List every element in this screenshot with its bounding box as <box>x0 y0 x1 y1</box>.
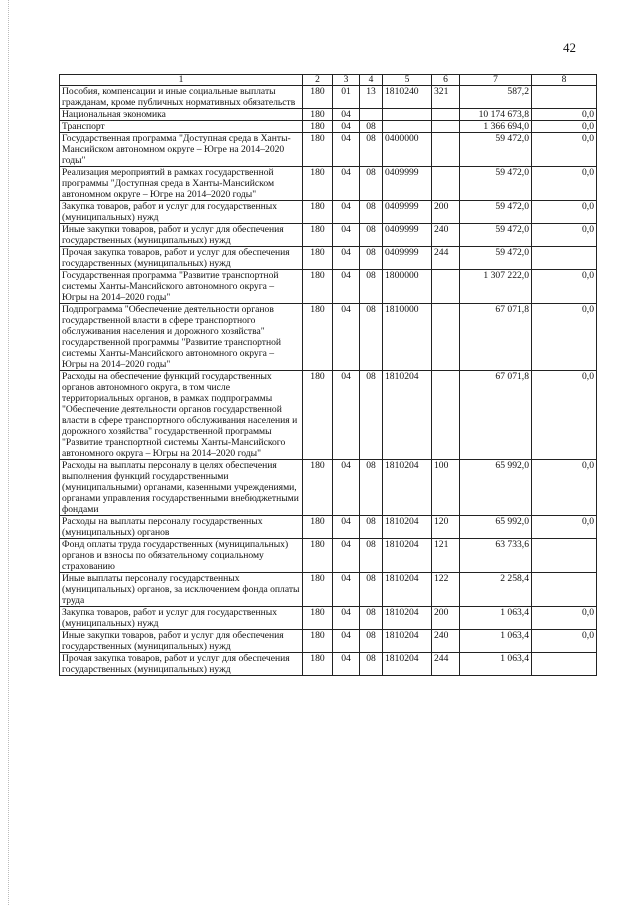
row-amount: 67 071,8 <box>460 304 532 371</box>
row-code-type: 100 <box>432 460 460 516</box>
row-code-type: 244 <box>432 247 460 270</box>
row-amount-subvention: 0,0 <box>532 516 597 539</box>
row-code-admin: 180 <box>303 653 333 676</box>
header-cell: 2 <box>303 75 333 86</box>
row-name: Фонд оплаты труда государственных (муниципальных) органов и взносы по обязательному социальному страхованию <box>60 539 303 573</box>
row-code-section: 04 <box>333 201 360 224</box>
row-amount-subvention: 0,0 <box>532 224 597 247</box>
scan-edge <box>8 0 9 905</box>
row-code-target: 1810204 <box>383 653 432 676</box>
row-amount: 1 063,4 <box>460 630 532 653</box>
row-code-admin: 180 <box>303 270 333 304</box>
row-amount: 59 472,0 <box>460 133 532 167</box>
row-code-admin: 180 <box>303 201 333 224</box>
row-amount: 59 472,0 <box>460 201 532 224</box>
row-code-admin: 180 <box>303 121 333 133</box>
row-name: Транспорт <box>60 121 303 133</box>
row-code-target: 1810204 <box>383 460 432 516</box>
row-name: Закупка товаров, работ и услуг для государственных (муниципальных) нужд <box>60 607 303 630</box>
row-code-admin: 180 <box>303 607 333 630</box>
row-code-type: 321 <box>432 86 460 109</box>
row-code-target: 1810204 <box>383 607 432 630</box>
row-code-target: 1810204 <box>383 539 432 573</box>
row-code-type <box>432 304 460 371</box>
row-code-section: 04 <box>333 460 360 516</box>
row-name: Государственная программа "Доступная среда в Ханты-Мансийском автономном округе – Югре на 2014–2020 годы" <box>60 133 303 167</box>
row-code-section: 04 <box>333 516 360 539</box>
row-code-type: 244 <box>432 653 460 676</box>
row-code-admin: 180 <box>303 539 333 573</box>
row-name: Расходы на выплаты персоналу государственных (муниципальных) органов <box>60 516 303 539</box>
row-amount-subvention: 0,0 <box>532 270 597 304</box>
row-code-target: 1810240 <box>383 86 432 109</box>
header-cell: 4 <box>360 75 383 86</box>
table-row <box>60 607 597 630</box>
table-row <box>60 516 597 539</box>
row-amount-subvention: 0,0 <box>532 133 597 167</box>
row-code-target <box>383 121 432 133</box>
row-amount: 1 063,4 <box>460 653 532 676</box>
row-code-admin: 180 <box>303 630 333 653</box>
header-cell: 8 <box>532 75 597 86</box>
header-cell: 7 <box>460 75 532 86</box>
row-amount: 587,2 <box>460 86 532 109</box>
row-code-section: 04 <box>333 167 360 201</box>
header-cell: 1 <box>60 75 303 86</box>
row-code-subsection: 08 <box>360 516 383 539</box>
row-code-type <box>432 121 460 133</box>
row-code-target: 1810204 <box>383 371 432 460</box>
row-code-section: 01 <box>333 86 360 109</box>
row-code-subsection: 08 <box>360 247 383 270</box>
row-code-target <box>383 109 432 121</box>
row-amount: 65 992,0 <box>460 460 532 516</box>
header-row <box>60 75 597 86</box>
row-name: Прочая закупка товаров, работ и услуг для обеспечения государственных (муниципальных) нужд <box>60 653 303 676</box>
row-amount: 59 472,0 <box>460 224 532 247</box>
row-code-section: 04 <box>333 653 360 676</box>
table-row <box>60 371 597 460</box>
row-code-type <box>432 109 460 121</box>
row-name: Иные выплаты персоналу государственных (муниципальных) органов, за исключением фонда оплаты труда <box>60 573 303 607</box>
table-row <box>60 247 597 270</box>
row-code-target: 0400000 <box>383 133 432 167</box>
row-code-admin: 180 <box>303 304 333 371</box>
table-row <box>60 539 597 573</box>
table-row <box>60 304 597 371</box>
row-amount-subvention: 0,0 <box>532 460 597 516</box>
row-amount: 2 258,4 <box>460 573 532 607</box>
table-row <box>60 573 597 607</box>
row-amount: 59 472,0 <box>460 167 532 201</box>
row-code-type: 240 <box>432 630 460 653</box>
header-cell: 6 <box>432 75 460 86</box>
row-name: Иные закупки товаров, работ и услуг для обеспечения государственных (муниципальных) нужд <box>60 630 303 653</box>
row-amount: 65 992,0 <box>460 516 532 539</box>
row-code-type: 240 <box>432 224 460 247</box>
row-amount: 1 063,4 <box>460 607 532 630</box>
row-code-section: 04 <box>333 247 360 270</box>
row-amount-subvention <box>532 247 597 270</box>
row-amount-subvention <box>532 573 597 607</box>
row-code-section: 04 <box>333 573 360 607</box>
row-code-section: 04 <box>333 133 360 167</box>
row-code-admin: 180 <box>303 516 333 539</box>
row-code-target: 0409999 <box>383 167 432 201</box>
row-code-subsection: 08 <box>360 573 383 607</box>
row-code-target: 1810000 <box>383 304 432 371</box>
row-code-subsection: 08 <box>360 371 383 460</box>
row-code-subsection: 08 <box>360 653 383 676</box>
row-code-target: 1810204 <box>383 630 432 653</box>
row-code-type: 200 <box>432 607 460 630</box>
row-code-section: 04 <box>333 121 360 133</box>
table-row <box>60 630 597 653</box>
row-code-type: 200 <box>432 201 460 224</box>
table-row <box>60 121 597 133</box>
row-code-target: 0409999 <box>383 247 432 270</box>
row-name: Пособия, компенсации и иные социальные выплаты гражданам, кроме публичных нормативных обязательств <box>60 86 303 109</box>
row-code-target: 0409999 <box>383 201 432 224</box>
row-code-section: 04 <box>333 630 360 653</box>
budget-table <box>59 74 597 676</box>
row-code-subsection: 13 <box>360 86 383 109</box>
table-row <box>60 167 597 201</box>
row-amount: 1 366 694,0 <box>460 121 532 133</box>
row-code-subsection: 08 <box>360 304 383 371</box>
row-name: Подпрограмма "Обеспечение деятельности органов государственной власти в сфере транспортного обслуживания населения и дорожного хозяйства" государственной программы "Развитие транспортной системы Ханты-Мансийского автономного округа – Югры на 2014–2020 годы" <box>60 304 303 371</box>
row-code-subsection: 08 <box>360 630 383 653</box>
row-name: Расходы на выплаты персоналу в целях обеспечения выполнения функций государственными (муниципальными) органами, казенными учреждениями, органами управления государственными внебюджетными фондами <box>60 460 303 516</box>
row-code-subsection: 08 <box>360 224 383 247</box>
row-code-admin: 180 <box>303 86 333 109</box>
table-row <box>60 201 597 224</box>
row-code-admin: 180 <box>303 371 333 460</box>
header-cell: 3 <box>333 75 360 86</box>
row-code-subsection: 08 <box>360 270 383 304</box>
row-code-admin: 180 <box>303 224 333 247</box>
row-code-subsection: 08 <box>360 607 383 630</box>
row-name: Иные закупки товаров, работ и услуг для обеспечения государственных (муниципальных) нужд <box>60 224 303 247</box>
row-code-section: 04 <box>333 304 360 371</box>
row-name: Закупка товаров, работ и услуг для государственных (муниципальных) нужд <box>60 201 303 224</box>
row-code-admin: 180 <box>303 167 333 201</box>
row-amount: 63 733,6 <box>460 539 532 573</box>
row-amount-subvention: 0,0 <box>532 371 597 460</box>
row-name: Расходы на обеспечение функций государственных органов автономного округа, в том числе территориальных органов, в рамках подпрограммы "Обеспечение деятельности органов государственной власти в сфере транспортного обслуживания населения и дорожного хозяйства" государственной программы "Развитие транспортной системы Ханты-Мансийского автономного округа – Югры на 2014–2020 годы" <box>60 371 303 460</box>
table-row <box>60 653 597 676</box>
row-code-type: 122 <box>432 573 460 607</box>
row-amount-subvention: 0,0 <box>532 630 597 653</box>
row-amount-subvention <box>532 653 597 676</box>
header-cell: 5 <box>383 75 432 86</box>
row-code-section: 04 <box>333 270 360 304</box>
row-code-admin: 180 <box>303 460 333 516</box>
row-amount-subvention: 0,0 <box>532 109 597 121</box>
row-code-target: 1800000 <box>383 270 432 304</box>
row-code-type <box>432 371 460 460</box>
row-code-section: 04 <box>333 539 360 573</box>
row-amount-subvention: 0,0 <box>532 607 597 630</box>
row-code-section: 04 <box>333 109 360 121</box>
row-code-target: 1810204 <box>383 516 432 539</box>
page-number: 42 <box>563 40 576 55</box>
row-name: Государственная программа "Развитие транспортной системы Ханты-Мансийского автономного округа – Югры на 2014–2020 годы" <box>60 270 303 304</box>
row-code-subsection: 08 <box>360 167 383 201</box>
row-code-type: 121 <box>432 539 460 573</box>
row-code-subsection <box>360 109 383 121</box>
row-amount: 67 071,8 <box>460 371 532 460</box>
row-amount-subvention: 0,0 <box>532 167 597 201</box>
row-code-type: 120 <box>432 516 460 539</box>
row-name: Национальная экономика <box>60 109 303 121</box>
row-code-target: 1810204 <box>383 573 432 607</box>
table-row <box>60 109 597 121</box>
row-code-subsection: 08 <box>360 201 383 224</box>
row-code-admin: 180 <box>303 247 333 270</box>
row-amount-subvention: 0,0 <box>532 121 597 133</box>
row-code-subsection: 08 <box>360 121 383 133</box>
row-amount-subvention <box>532 539 597 573</box>
row-code-section: 04 <box>333 607 360 630</box>
row-code-subsection: 08 <box>360 460 383 516</box>
row-code-admin: 180 <box>303 573 333 607</box>
row-code-section: 04 <box>333 224 360 247</box>
row-code-subsection: 08 <box>360 539 383 573</box>
row-code-section: 04 <box>333 371 360 460</box>
table-row <box>60 460 597 516</box>
row-amount: 59 472,0 <box>460 247 532 270</box>
row-amount-subvention: 0,0 <box>532 304 597 371</box>
row-amount: 1 307 222,0 <box>460 270 532 304</box>
table-row <box>60 133 597 167</box>
row-name: Прочая закупка товаров, работ и услуг для обеспечения государственных (муниципальных) нужд <box>60 247 303 270</box>
row-code-admin: 180 <box>303 133 333 167</box>
table-row <box>60 270 597 304</box>
row-amount-subvention: 0,0 <box>532 201 597 224</box>
row-code-type <box>432 133 460 167</box>
row-amount: 10 174 673,8 <box>460 109 532 121</box>
row-code-subsection: 08 <box>360 133 383 167</box>
row-code-admin: 180 <box>303 109 333 121</box>
table-row <box>60 224 597 247</box>
row-name: Реализация мероприятий в рамках государственной программы "Доступная среда в Ханты-Мансийском автономном округе – Югре на 2014–2020 годы" <box>60 167 303 201</box>
row-code-target: 0409999 <box>383 224 432 247</box>
row-amount-subvention <box>532 86 597 109</box>
row-code-type <box>432 270 460 304</box>
row-code-type <box>432 167 460 201</box>
table-row <box>60 86 597 109</box>
